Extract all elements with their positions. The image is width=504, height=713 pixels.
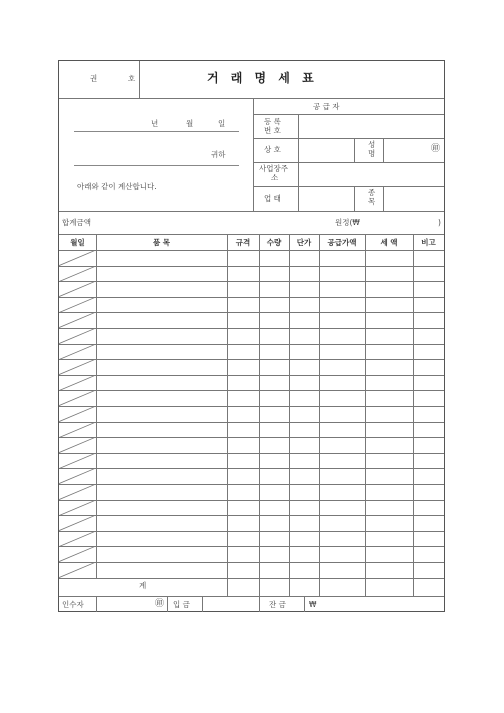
column-header-supply-amount: 공급가액 [327, 238, 357, 247]
number-label: 호 [128, 74, 136, 83]
table-row[interactable] [96, 266, 444, 282]
date-cell-diagonal [59, 390, 96, 406]
table-row[interactable] [96, 437, 444, 453]
reg-no-label-2: 번 호 [264, 126, 281, 135]
date-cell-diagonal [59, 297, 96, 313]
name-label-2: 명 [368, 149, 376, 158]
date-cell-diagonal [59, 468, 96, 484]
table-row[interactable] [96, 250, 444, 266]
table-row[interactable] [96, 484, 444, 500]
footer-divider-2 [167, 596, 168, 612]
business-type-label: 업 태 [264, 194, 281, 203]
date-cell-diagonal [59, 344, 96, 360]
address-label-2: 소 [271, 173, 279, 182]
table-row[interactable] [96, 515, 444, 531]
transaction-statement-form [58, 60, 445, 612]
table-row[interactable] [96, 546, 444, 562]
date-year-label: 년 [151, 119, 159, 128]
form-title: 거 래 명 세 표 [207, 71, 318, 85]
table-row[interactable] [96, 500, 444, 516]
company-field[interactable] [299, 138, 354, 162]
date-cell-diagonal [59, 562, 96, 578]
category-field[interactable] [384, 186, 444, 211]
recipient-underline [74, 165, 239, 166]
date-cell-diagonal [59, 312, 96, 328]
receiver-label: 인수자 [62, 600, 84, 609]
column-header-remarks: 비고 [421, 238, 436, 247]
receiver-field[interactable] [97, 596, 152, 612]
row-line [59, 578, 444, 579]
date-month-label: 월 [186, 119, 194, 128]
date-day-label: 일 [218, 119, 226, 128]
date-cell-diagonal [59, 375, 96, 391]
table-row[interactable] [96, 468, 444, 484]
business-type-field[interactable] [299, 186, 354, 211]
date-cell-diagonal [59, 515, 96, 531]
table-row[interactable] [96, 375, 444, 391]
total-bottom-line [59, 234, 444, 235]
date-cell-diagonal [59, 437, 96, 453]
supplier-bottom-line [59, 211, 444, 212]
date-cell-diagonal [59, 453, 96, 469]
table-row[interactable] [96, 328, 444, 344]
date-cell-diagonal [59, 484, 96, 500]
name-label-1: 성 [368, 140, 376, 149]
date-cell-diagonal [59, 266, 96, 282]
table-row[interactable] [96, 359, 444, 375]
reg-no-label-1: 등 록 [264, 117, 281, 126]
table-row[interactable] [96, 297, 444, 313]
date-cell-diagonal [59, 531, 96, 547]
table-row[interactable] [96, 344, 444, 360]
currency-label: 원정(₩ [335, 218, 360, 227]
deposit-field[interactable] [203, 596, 259, 612]
footer-divider-4 [259, 596, 260, 612]
business-category-divider-1 [354, 186, 355, 211]
date-cell-diagonal [59, 406, 96, 422]
date-cell-diagonal [59, 422, 96, 438]
date-cell-diagonal [59, 328, 96, 344]
reg-no-field[interactable] [299, 114, 444, 138]
balance-field[interactable] [321, 596, 444, 612]
sum-label: 계 [139, 580, 147, 590]
close-paren: ) [438, 218, 441, 227]
table-row[interactable] [96, 406, 444, 422]
table-row[interactable] [96, 390, 444, 406]
column-header-tax-amount: 세 액 [380, 238, 398, 247]
table-row[interactable] [96, 562, 444, 578]
category-label-1: 종 [368, 188, 376, 197]
balance-label: 잔 금 [269, 600, 286, 609]
date-cell-diagonal [59, 359, 96, 375]
column-header-spec: 규격 [235, 238, 251, 247]
address-label-1: 사업장주 [259, 164, 288, 173]
table-row[interactable] [96, 312, 444, 328]
date-underline [74, 131, 239, 132]
date-cell-diagonal [59, 250, 96, 266]
date-cell-diagonal [59, 500, 96, 516]
calculation-message: 아래와 같이 계산합니다. [77, 182, 157, 191]
header-bottom-line [59, 98, 444, 99]
header-divider [139, 61, 140, 98]
column-header-quantity: 수량 [266, 238, 282, 247]
column-header-unit-price: 단가 [296, 238, 312, 247]
receiver-seal-icon: ㊞ [155, 599, 165, 609]
category-label-2: 목 [368, 197, 376, 206]
honorific-label: 귀하 [211, 150, 226, 159]
column-header-month-day: 월일 [70, 238, 85, 247]
address-field[interactable] [299, 162, 444, 186]
footer-divider-5 [304, 596, 305, 612]
table-row[interactable] [96, 281, 444, 297]
table-row[interactable] [96, 531, 444, 547]
total-amount-label: 합계금액 [62, 218, 91, 227]
deposit-label: 입 금 [173, 600, 190, 609]
column-header-item-name: 품 목 [152, 238, 171, 247]
table-row[interactable] [96, 453, 444, 469]
supplier-seal-icon: ㊞ [431, 144, 441, 154]
date-cell-diagonal [59, 281, 96, 297]
total-amount-field[interactable] [369, 214, 434, 228]
company-label: 상 호 [264, 145, 281, 154]
date-cell-diagonal [59, 546, 96, 562]
table-row[interactable] [96, 422, 444, 438]
balance-currency: ₩ [309, 600, 317, 609]
company-name-divider-1 [354, 138, 355, 162]
book-label: 권 [90, 74, 98, 83]
supplier-section-label: 공 급 자 [313, 102, 340, 111]
